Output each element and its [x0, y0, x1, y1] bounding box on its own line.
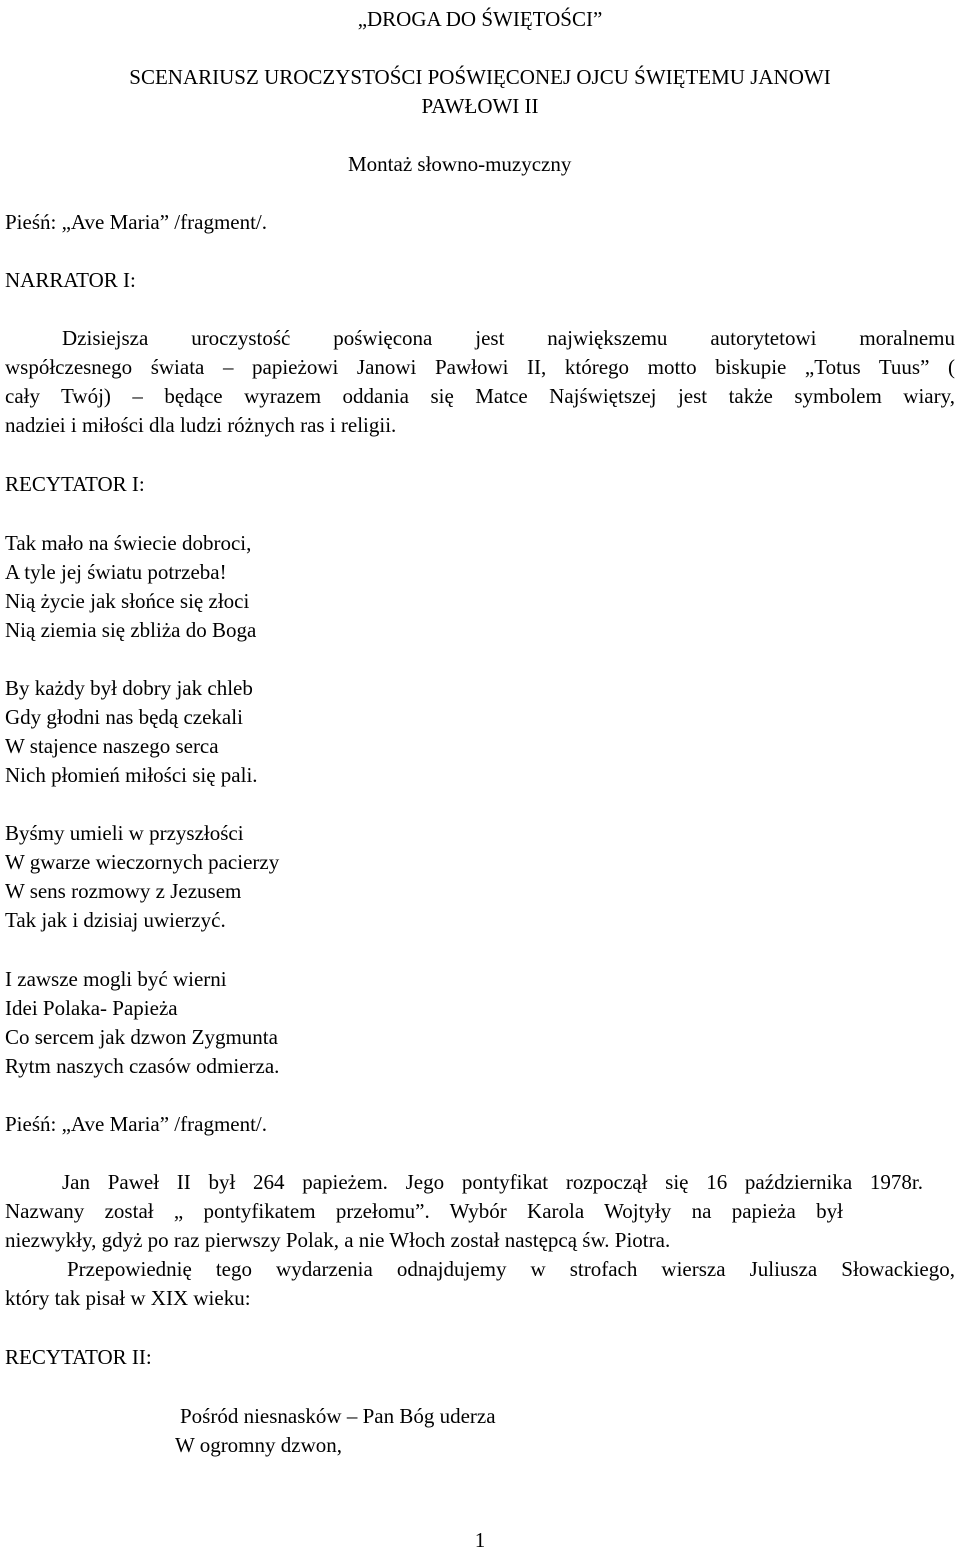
reciter-2-label: RECYTATOR II: [5, 1345, 152, 1369]
poem-line: Idei Polaka- Papieża [5, 996, 178, 1020]
poem-stanza-4 [5, 965, 279, 1081]
poem-line: W ogromny dzwon, [175, 1433, 343, 1457]
poem-line: Pośród niesnasków – Pan Bóg uderza [180, 1404, 496, 1428]
poem-line: Gdy głodni nas będą czekali [5, 705, 243, 729]
poem-line: Rytm naszych czasów odmierza. [5, 1054, 280, 1078]
narrator-1-label: NARRATOR I: [5, 268, 136, 292]
paragraph-line: współczesnego świata – papieżowi Janowi Pawłowi II, którego motto biskupie „Totus Tuus” ( [5, 355, 955, 379]
paragraph-line: Jan Paweł II był 264 papieżem. Jego pontyfikat rozpoczął się 16 października 1978r. [62, 1170, 923, 1194]
genre-note: Montaż słowno-muzyczny [348, 152, 572, 176]
narrator-1-paragraph [5, 324, 955, 440]
song-cue-1: Pieśń: „Ave Maria” /fragment/. [5, 210, 268, 234]
paragraph-line: niezwykły, gdyż po raz pierwszy Polak, a nie Włoch został następcą św. Piotra. [5, 1228, 671, 1252]
poem-line: A tyle jej światu potrzeba! [5, 560, 227, 584]
poem-line: Nią ziemia się zbliża do Boga [5, 618, 257, 642]
paragraph-line: cały Twój) – będące wyrazem oddania się Matce Najświętszej jest także symbolem wiary, [5, 384, 955, 408]
poem-line: Tak mało na świecie dobroci, [5, 531, 252, 555]
poem-line: Nią życie jak słońce się złoci [5, 589, 250, 613]
poem-stanza-3 [5, 819, 279, 935]
poem-line: W stajence naszego serca [5, 734, 219, 758]
reciter-1-label: RECYTATOR I: [5, 472, 145, 496]
poem-line: W gwarze wieczornych pacierzy [5, 850, 280, 874]
paragraph-line: Dzisiejsza uroczystość poświęcona jest największemu autorytetowi moralnemu [62, 326, 955, 350]
paragraph-line: Przepowiednię tego wydarzenia odnajdujemy w strofach wiersza Juliusza Słowackiego, [67, 1257, 955, 1281]
song-cue-2: Pieśń: „Ave Maria” /fragment/. [5, 1112, 268, 1136]
narration-2-paragraph [5, 1168, 955, 1313]
paragraph-line: nadziei i miłości dla ludzi różnych ras i religii. [5, 413, 397, 437]
page-number: 1 [474, 1528, 486, 1552]
subtitle-line-1: SCENARIUSZ UROCZYSTOŚCI POŚWIĘCONEJ OJCU ŚWIĘTEMU JANOWI [129, 65, 831, 89]
poem-line: Tak jak i dzisiaj uwierzyć. [5, 908, 226, 932]
poem-line: Nich płomień miłości się pali. [5, 763, 258, 787]
poem-line: Co sercem jak dzwon Zygmunta [5, 1025, 278, 1049]
poem-line: I zawsze mogli być wierni [5, 967, 227, 991]
poem-stanza-2 [5, 674, 258, 790]
document-title: „DROGA DO ŚWIĘTOŚCI” [357, 7, 603, 31]
subtitle-line-2: PAWŁOWI II [421, 94, 539, 118]
poem-line: By każdy był dobry jak chleb [5, 676, 253, 700]
poem-stanza-1 [5, 529, 256, 645]
paragraph-line: który tak pisał w XIX wieku: [5, 1286, 251, 1310]
poem-line: W sens rozmowy z Jezusem [5, 879, 242, 903]
paragraph-line: Nazwany został „ pontyfikatem przełomu”. Wybór Karola Wojtyły na papieża był [5, 1199, 843, 1223]
poem-line: Byśmy umieli w przyszłości [5, 821, 244, 845]
